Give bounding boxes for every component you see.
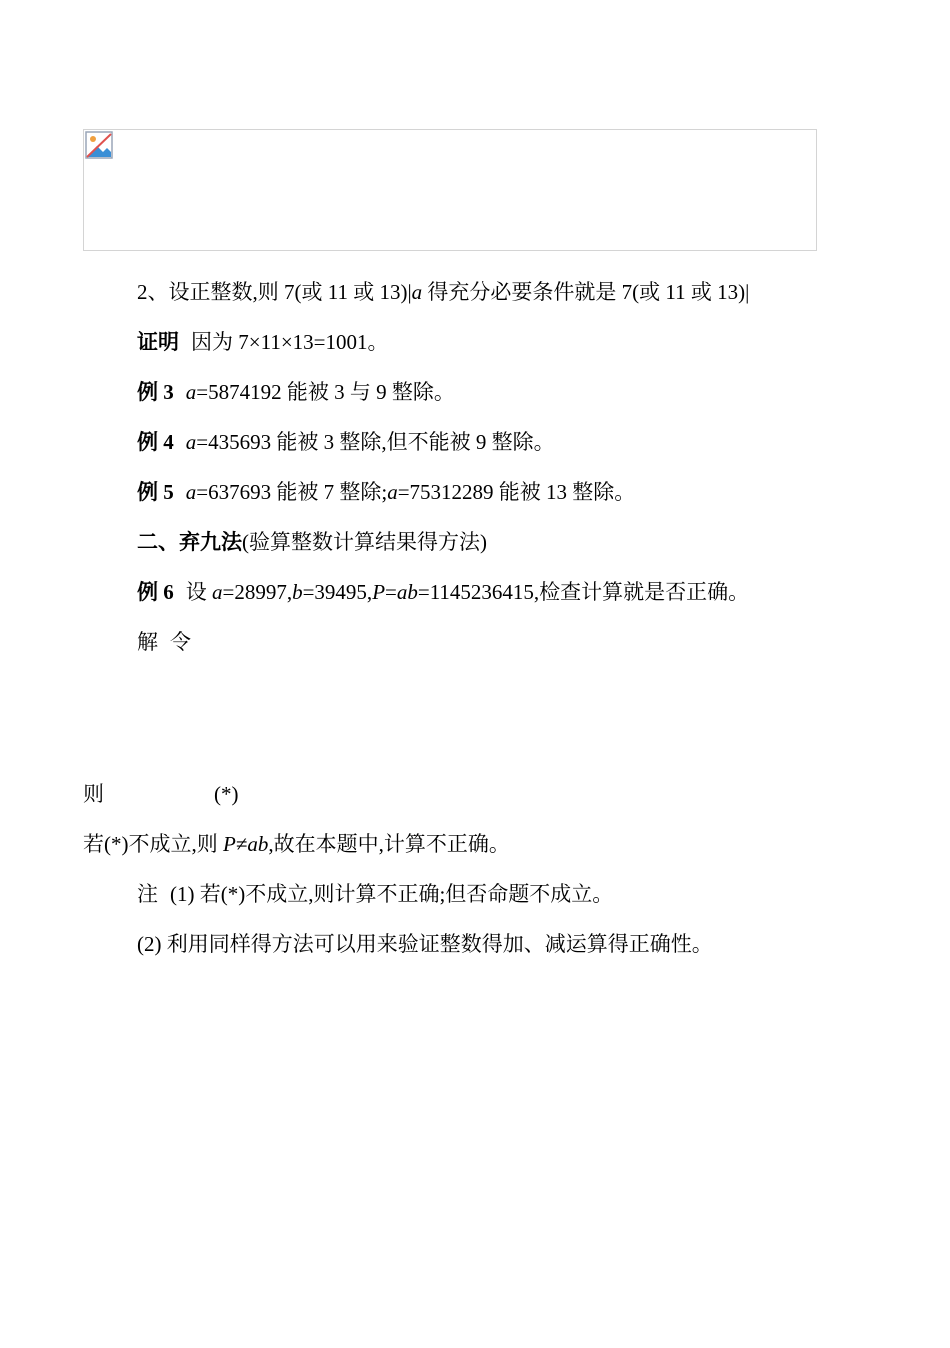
text-line-example-3: 例 3 a=5874192 能被 3 与 9 整除。 (137, 380, 455, 404)
text-line-solution: 解 令 (137, 630, 191, 654)
equation-marker: (*) (214, 782, 239, 806)
section-heading-casting-out-nines: 二、弃九法(验算整数计算结果得方法) (137, 530, 487, 554)
text-line-then: 则 (83, 782, 104, 806)
text-line-note-1: 注 (1) 若(*)不成立,则计算不正确;但否命题不成立。 (137, 882, 614, 906)
text-line-example-6: 例 6 设 a=28997,b=39495,P=ab=1145236415,检查计算就是否正确。 (137, 580, 750, 604)
example-label: 例 5 (137, 480, 174, 504)
text-line-condition: 2、设正整数,则 7(或 11 或 13)|a 得充分必要条件就是 7(或 11 或 13)| (137, 280, 750, 304)
text-line-proof: 证明 因为 7×11×13=1001。 (137, 330, 389, 354)
broken-image-icon (85, 131, 113, 159)
example-label: 例 3 (137, 380, 174, 404)
text-line-note-2: (2) 利用同样得方法可以用来验证整数得加、减运算得正确性。 (137, 932, 713, 956)
example-label: 例 6 (137, 580, 174, 604)
text-line-conclusion: 若(*)不成立,则 P≠ab,故在本题中,计算不正确。 (83, 832, 510, 856)
note-label: 注 (137, 882, 158, 906)
text-line-example-5: 例 5 a=637693 能被 7 整除;a=75312289 能被 13 整除。 (137, 480, 636, 504)
example-label: 例 4 (137, 430, 174, 454)
proof-label: 证明 (137, 330, 179, 354)
image-placeholder (83, 129, 817, 251)
text-line-example-4: 例 4 a=435693 能被 3 整除,但不能被 9 整除。 (137, 430, 555, 454)
